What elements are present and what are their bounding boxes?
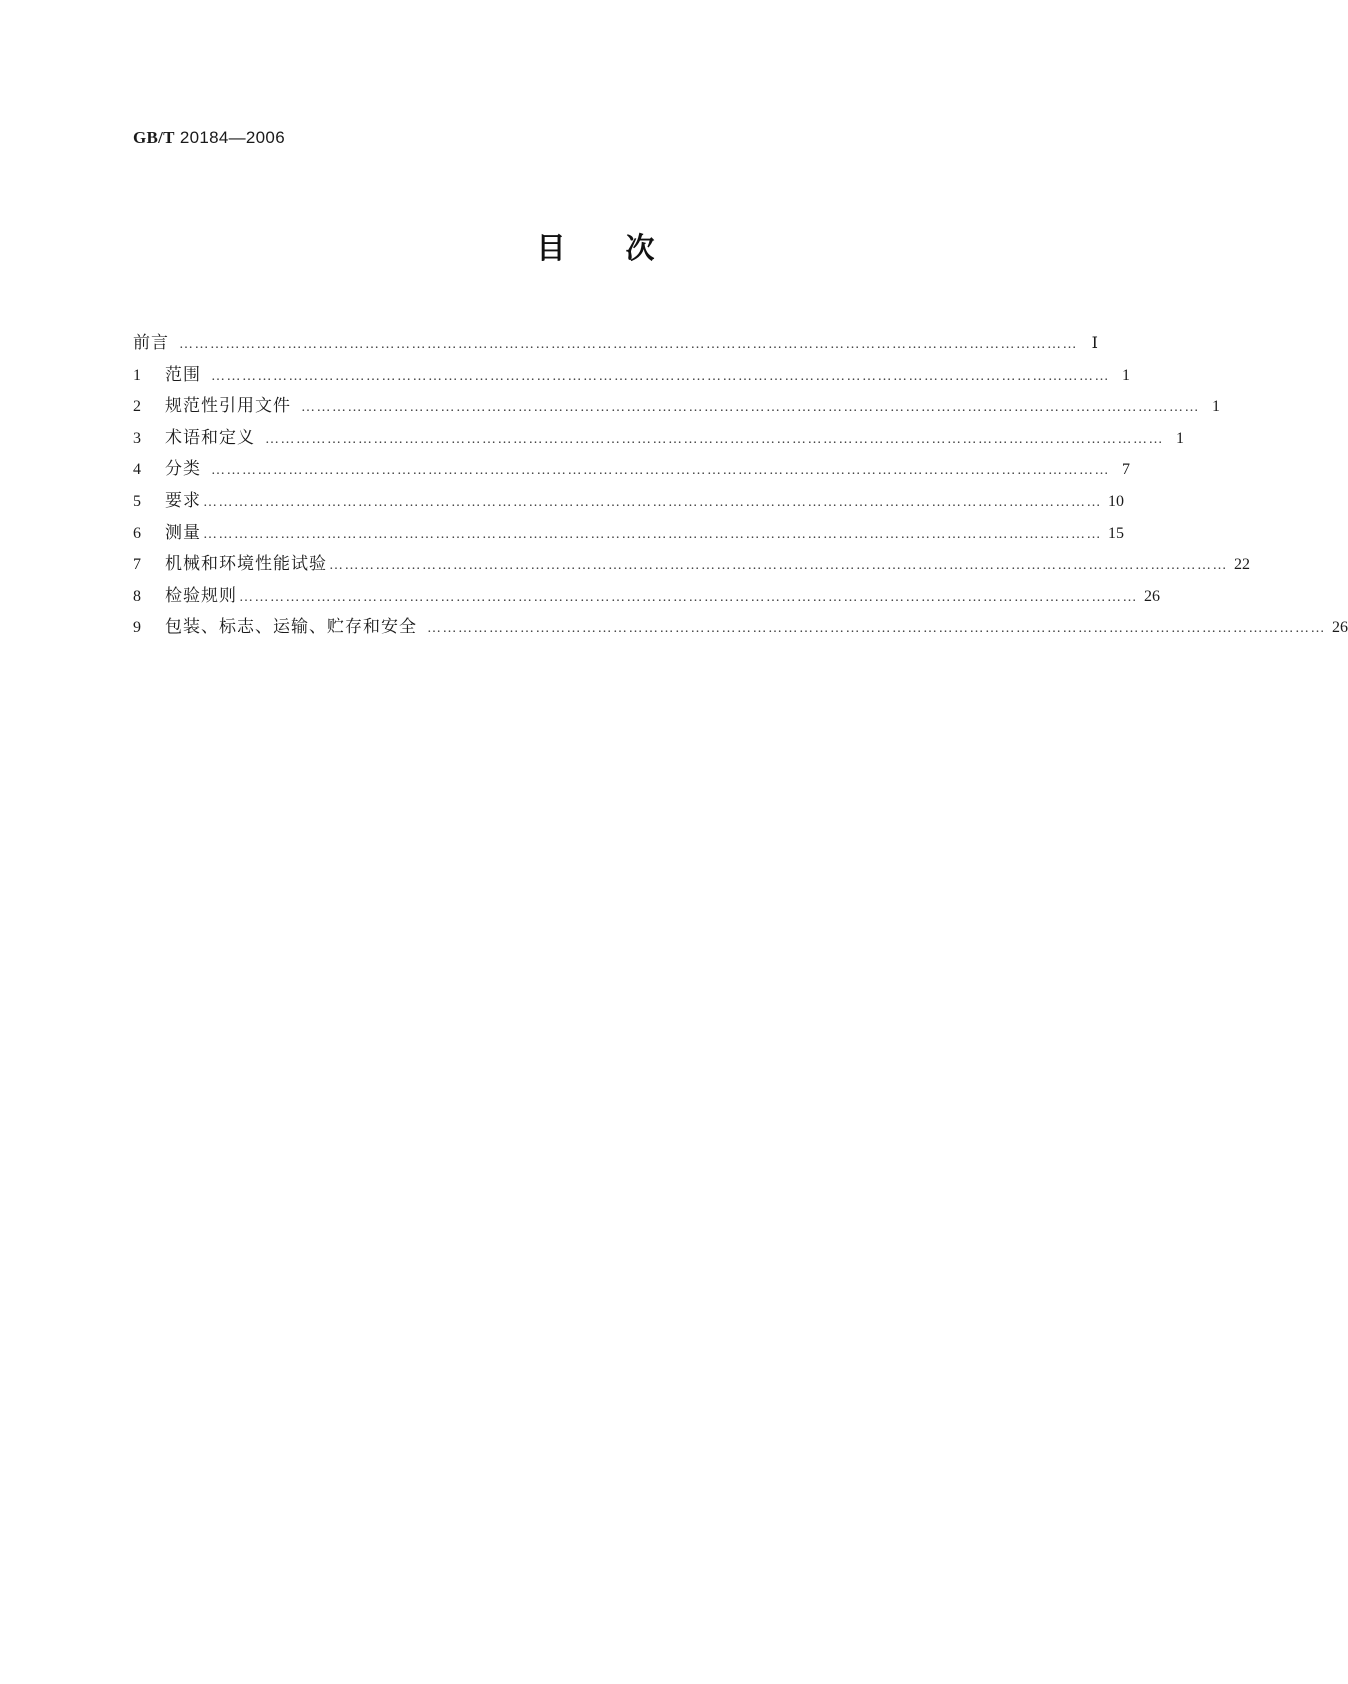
toc-entry-2[interactable]: [133, 391, 1220, 423]
toc-entry-title: 前言: [133, 333, 169, 353]
toc-dot-leader: …………………………………………………………………………………………………………………………………………………………: [211, 368, 1110, 384]
toc-entry-page: 1: [1212, 398, 1220, 416]
toc-entry-6[interactable]: [133, 518, 1124, 550]
toc-entry-title: 规范性引用文件: [165, 396, 291, 417]
toc-dot-leader: …………………………………………………………………………………………………………………………………………………………: [203, 526, 1102, 542]
toc-entry-page: 10: [1108, 492, 1124, 510]
toc-entry-number: 7: [133, 556, 141, 574]
toc-entry-title: 要求: [165, 490, 201, 511]
toc-entry-title: 包装、标志、运输、贮存和安全: [165, 617, 417, 638]
standard-number-prefix: GB/T: [133, 128, 175, 147]
toc-entry-title: 范围: [165, 364, 201, 385]
toc-dot-leader: …………………………………………………………………………………………………………………………………………………………: [329, 558, 1228, 574]
toc-entry-page: 15: [1108, 524, 1124, 542]
toc-entry-page: 26: [1332, 619, 1348, 637]
toc-entry-9[interactable]: [133, 612, 1348, 644]
table-of-contents: [133, 328, 1348, 644]
toc-entry-4[interactable]: [133, 454, 1130, 486]
toc-dot-leader: …………………………………………………………………………………………………………………………………………………………: [265, 431, 1164, 447]
toc-dot-leader: …………………………………………………………………………………………………………………………………………………………: [239, 589, 1138, 605]
toc-entry-number: 9: [133, 619, 141, 637]
toc-entry-page: 22: [1234, 556, 1250, 574]
toc-entry-number: 5: [133, 492, 141, 510]
toc-entry-number: 6: [133, 524, 141, 542]
toc-entry-number: 1: [133, 366, 141, 384]
toc-dot-leader: …………………………………………………………………………………………………………………………………………………………: [301, 400, 1200, 416]
toc-dot-leader: …………………………………………………………………………………………………………………………………………………………: [203, 494, 1102, 510]
toc-entry-page: 1: [1176, 429, 1184, 447]
toc-entry-page: Ⅰ: [1091, 335, 1098, 352]
toc-heading: 目次: [536, 231, 715, 265]
toc-entry-number: 3: [133, 429, 141, 447]
toc-entry-number: 2: [133, 398, 141, 416]
toc-entry-title: 测量: [165, 522, 201, 543]
toc-entry-1[interactable]: [133, 360, 1130, 392]
toc-dot-leader: …………………………………………………………………………………………………………………………………………………………: [427, 621, 1326, 637]
toc-entry-title: 术语和定义: [165, 427, 255, 448]
toc-entry-3[interactable]: [133, 423, 1184, 455]
toc-dot-leader: …………………………………………………………………………………………………………………………………………………………: [211, 463, 1110, 479]
toc-entry-foreword[interactable]: [133, 328, 1098, 360]
toc-entry-number: 8: [133, 587, 141, 605]
toc-entry-title: 机械和环境性能试验: [165, 554, 327, 575]
standard-number-rest: 20184—2006: [174, 128, 285, 147]
toc-entry-7[interactable]: [133, 549, 1250, 581]
toc-entry-title: 分类: [165, 459, 201, 480]
toc-entry-8[interactable]: [133, 581, 1160, 613]
toc-entry-page: 7: [1122, 461, 1130, 479]
toc-entry-number: 4: [133, 461, 141, 479]
standard-number: [133, 128, 285, 148]
toc-entry-page: 26: [1144, 587, 1160, 605]
toc-entry-title: 检验规则: [165, 585, 237, 606]
toc-entry-page: 1: [1122, 366, 1130, 384]
toc-dot-leader: …………………………………………………………………………………………………………………………………………………………: [179, 337, 1078, 352]
toc-entry-5[interactable]: [133, 486, 1124, 518]
